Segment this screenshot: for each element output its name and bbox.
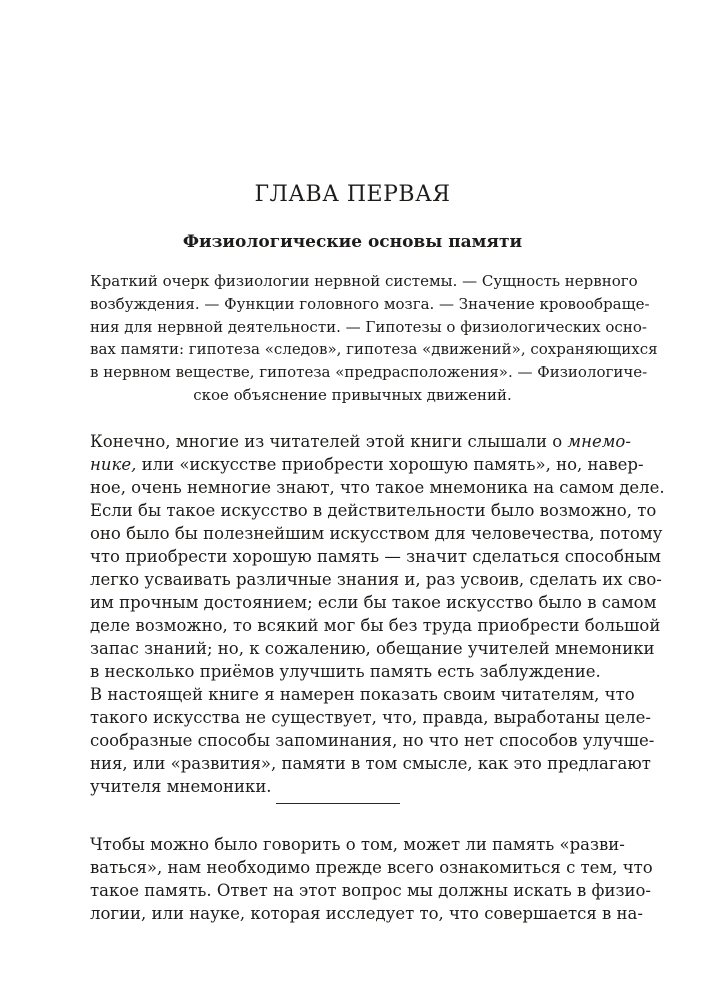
chapter-heading: ГЛАВА ПЕРВАЯ bbox=[254, 182, 451, 207]
paragraph-text: или «искусстве приобрести хорошую память», но, навер- bbox=[136, 455, 644, 474]
paragraph-3 bbox=[90, 833, 653, 925]
paragraph-line: ваться», нам необходимо прежде всего ознакомиться с тем, что bbox=[90, 858, 653, 877]
summary-line: ское объяснение привычных движений. bbox=[193, 385, 512, 404]
paragraph-line: легко усваивать различные знания и, раз усвоив, сделать их сво- bbox=[90, 570, 662, 589]
summary-line: возбуждения. — Функции головного мозга. — Значение кровообраще- bbox=[90, 294, 650, 313]
paragraph-line: деле возможно, то всякий мог бы без труда приобрести большой bbox=[90, 616, 661, 635]
paragraph-line: учителя мнемоники. bbox=[90, 777, 272, 796]
paragraph-line: им прочным достоянием; если бы такое искусство было в самом bbox=[90, 593, 657, 612]
italic-term: нике, bbox=[90, 455, 137, 474]
paragraph-line: запас знаний; но, к сожалению, обещание учителей мнемоники bbox=[90, 639, 655, 658]
paragraph-1 bbox=[90, 430, 665, 683]
paragraph-line: оно было бы полезнейшим искусством для человечества, потому bbox=[90, 524, 663, 543]
paragraph-line: сообразные способы запоминания, но что нет способов улучше- bbox=[90, 731, 655, 750]
paragraph-line: такого искусства не существует, что, правда, выработаны целе- bbox=[90, 708, 651, 727]
paragraph-line: в несколько приёмов улучшить память есть заблуждение. bbox=[90, 662, 601, 681]
summary-line: вах памяти: гипотеза «следов», гипотеза «движений», сохраняющихся bbox=[90, 340, 658, 359]
paragraph-line: В настоящей книге я намерен показать своим читателям, что bbox=[90, 685, 635, 704]
paragraph-line bbox=[90, 453, 644, 476]
paragraph-line: Чтобы можно было говорить о том, может ли память «разви- bbox=[90, 835, 625, 854]
chapter-summary bbox=[90, 270, 658, 407]
paragraph-line: логии, или науке, которая исследует то, что совершается в на- bbox=[90, 904, 643, 923]
paragraph-line: Если бы такое искусство в действительности было возможно, то bbox=[90, 501, 657, 520]
chapter-title: Физиологические основы памяти bbox=[182, 232, 523, 252]
summary-line: ния для нервной деятельности. — Гипотезы о физиологических осно- bbox=[90, 317, 647, 336]
section-divider bbox=[276, 803, 400, 804]
summary-line: в нервном веществе, гипотеза «предрасположения». — Физиологиче- bbox=[90, 363, 648, 382]
italic-term: мнемо- bbox=[567, 432, 631, 451]
paragraph-line bbox=[90, 430, 631, 453]
paragraph-line: что приобрести хорошую память — значит сделаться способным bbox=[90, 547, 661, 566]
paragraph-line: ное, очень немногие знают, что такое мнемоника на самом деле. bbox=[90, 478, 665, 497]
paragraph-2 bbox=[90, 683, 655, 798]
summary-line: Краткий очерк физиологии нервной системы. — Сущность нервного bbox=[90, 272, 638, 290]
paragraph-text: Конечно, многие из читателей этой книги слышали о bbox=[90, 432, 568, 451]
paragraph-line: такое память. Ответ на этот вопрос мы должны искать в физио- bbox=[90, 881, 651, 900]
paragraph-line: ния, или «развития», памяти в том смысле, как это предлагают bbox=[90, 754, 651, 773]
